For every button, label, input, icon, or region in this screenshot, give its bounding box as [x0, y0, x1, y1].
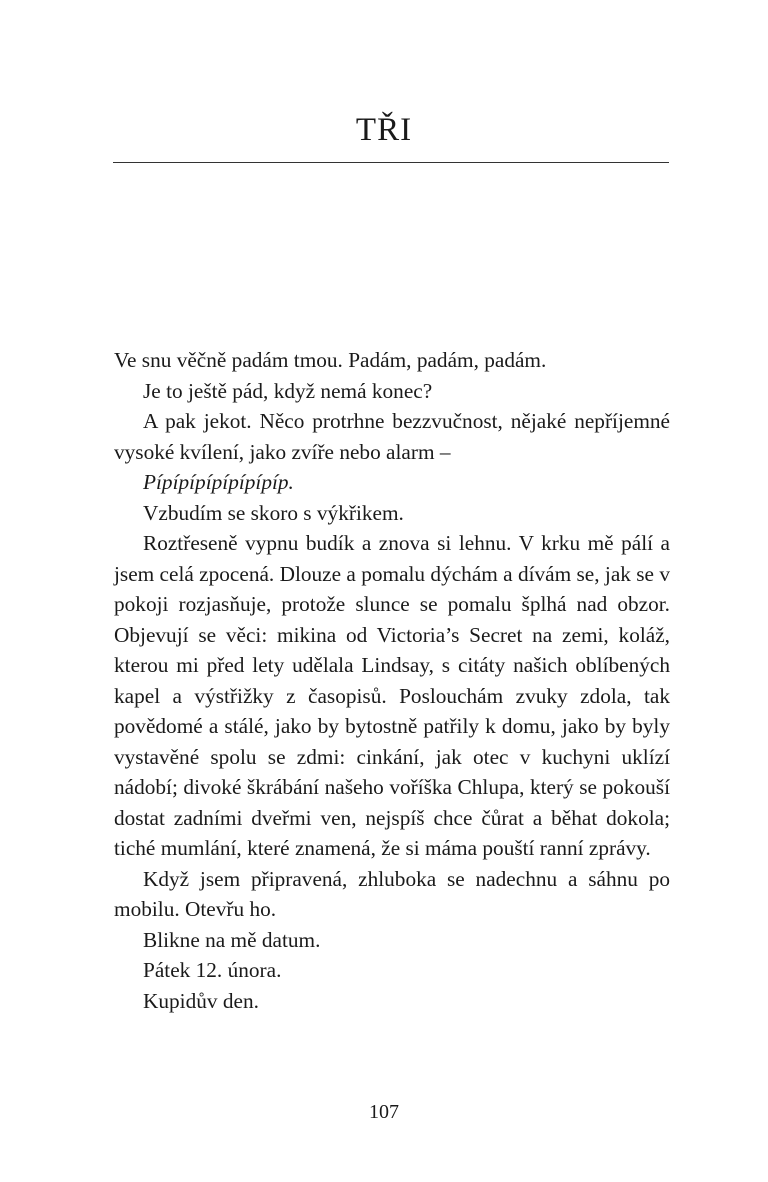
chapter-title: TŘI — [355, 112, 413, 148]
paragraph: Ve snu věčně padám tmou. Padám, padám, padám. — [114, 348, 547, 372]
page-number: 107 — [369, 1101, 399, 1123]
paragraph — [114, 467, 670, 498]
paragraph: A pak jekot. Něco protrhne bezzvučnost, nějaké nepříjemné vysoké kvílení, jako zvíře nebo alarm – — [114, 409, 670, 464]
title-divider — [113, 162, 669, 163]
alarm-sound-text: Pípípípípípípípíp. — [143, 470, 294, 494]
paragraph: Vzbudím se skoro s výkřikem. — [143, 500, 404, 525]
paragraph: Pátek 12. února. — [143, 958, 282, 982]
paragraph: Když jsem připravená, zhluboka se nadechnu a sáhnu po mobilu. Otevřu ho. — [114, 866, 670, 921]
paragraph: Je to ještě pád, když nemá konec? — [143, 378, 433, 403]
paragraph: Roztřeseně vypnu budík a znova si lehnu. V krku mě pálí a jsem celá zpocená. Dlouze a pomalu dýchám a dívám se, jak se v pokoji rozjasňuje, protože slunce se pomalu šplhá nad obzor. Objevují se věci: mikina od Victoria’s Secret na zemi, koláž, kterou mi před lety udělala Lindsay, s citáty našich oblíbených kapel a výstřižky z časopisů. Poslouchám zvuky zdola, tak povědomé a stálé, jako by bytostně patřily k domu, jako by byly vystavěné spolu se zdmi: cinkání, jak otec v kuchyni uklízí nádobí; divoké škrábání našeho voříška Chlupa, který se pokouší dostat zadními dveřmi ven, nejspíš chce čůrat a běhat dokola; tiché mumlání, které znamená, že si máma pouští ranní zprávy. — [114, 531, 670, 860]
paragraph: Blikne na mě datum. — [143, 927, 321, 952]
chapter-body — [114, 345, 670, 1016]
paragraph: Kupidův den. — [143, 988, 259, 1013]
